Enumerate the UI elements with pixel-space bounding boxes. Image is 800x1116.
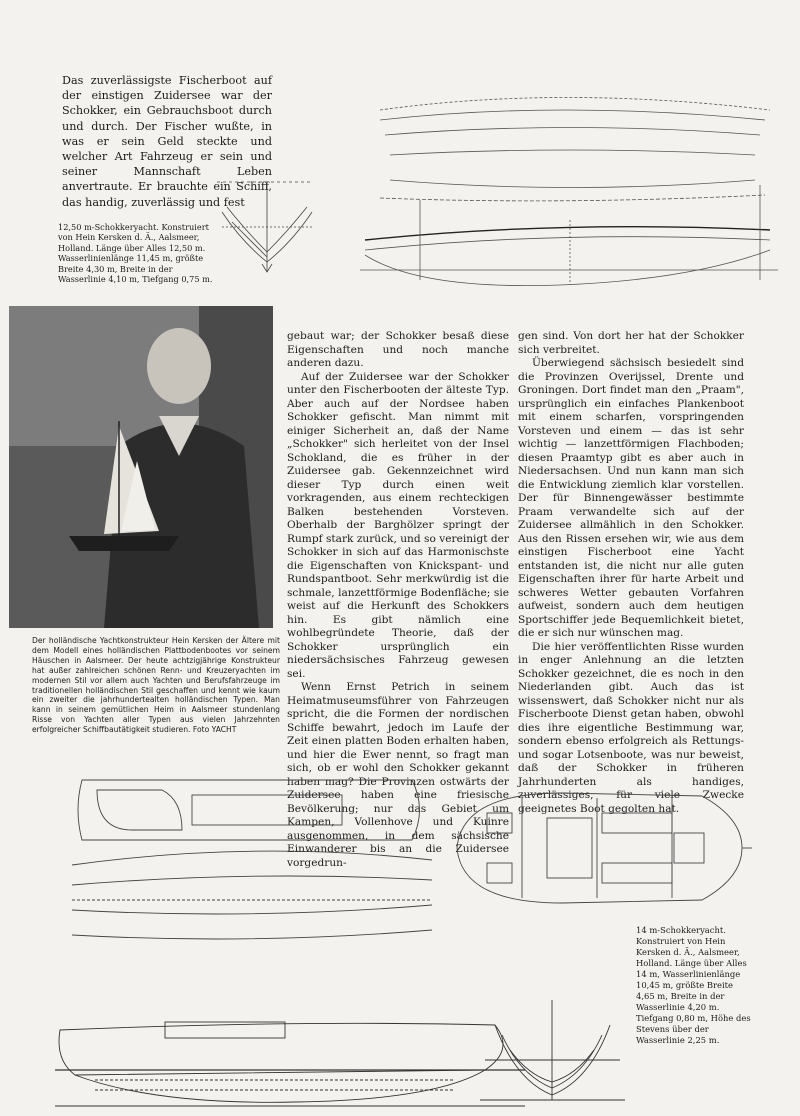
body-plan-drawing-bottom [480, 1000, 625, 1108]
profile-drawing-bottom [72, 770, 432, 945]
paragraph: Die hier veröffentlichten Risse wurden in enger Anlehnung an die letzten Schokker gezeichnet, die es noch in den Niederlanden gibt. Auch das ist wissenswert, daß Schokker nicht nur als Fischerboote Dienst getan haben, obwohl dies ihre eigentliche Bestimmung war, sondern ebenso erfolgreich als Rettungs- und sogar Lotsenboote, was nur beweist, daß der Schokker in früheren Jahrhunderten als handiges, zuverlässiges, für viele Zwecke geeignetes Boot gegolten hat. [518, 640, 744, 815]
paragraph: gebaut war; der Schokker besaß diese Eigenschaften und noch manche anderen dazu. [287, 330, 509, 369]
photo-illustration [9, 306, 273, 628]
paragraph: Überwiegend sächsisch besiedelt sind die Provinzen Overijssel, Drente und Groningen. Dort findet man den „Praam", ursprünglich ein einfaches Plankenboot mit einem scharfen, vorspringenden Vorsteven und einem — das ist sehr wichtig — lanzettförmigen Flachboden; diesen Praamtyp gibt es aber auch in Niedersachsen. Und nun kann man sich die Entwicklung ziemlich klar vorstellen. Der für Binnengewässer bestimmte Praam verwandelte sich auf der Zuidersee allmählich in den Schokker. Aus den Rissen ersehen wir, wie aus dem einstigen Fischerboot eine Yacht entstanden ist, die nicht nur alle guten Eigenschaften ihrer für harte Arbeit und schweres Wetter gebauten Vorfahren aufweist, sondern auch dem heutigen Sportschiffer jede Bequemlichkeit bietet, die er sich nur wünschen mag. [518, 357, 744, 639]
paragraph: gen sind. Von dort her hat der Schokker sich verbreitet. [518, 330, 744, 356]
accommodation-plan [452, 788, 752, 908]
paragraph: Auf der Zuidersee war der Schokker unter den Fischerbooten der älteste Typ. Aber auch auf der Nordsee haben Schokker gefischt. Man nimmt mit einiger Sicherheit an, daß der Name „Schokker" sich herleitet von der Insel Schokland, die es früher in der Zuidersee gab. Gekennzeichnet wird dieser Typ durch einen weit vorkragenden, aus einem rechteckigen Balken bestehenden Vorsteven. Oberhalb der Barghölzer springt der Rumpf stark zurück, und so vereinigt der Schokker in sich auf das Harmonischste die Eigenschaften von Knickspant- und Rundspantboot. Sehr merkwürdig ist die schmale, lanzettförmige Bodenfläche; sie weist auf die Herkunft des Schokkers hin. Es gibt nämlich eine wohlbegründete Theorie, daß der Schokker ursprünglich ein niedersächsisches Fahrzeug gewesen sei. [287, 370, 509, 680]
lines-plan-drawing-top [360, 80, 778, 295]
text-column-3 [518, 330, 744, 816]
intro-paragraph: Das zuverlässigste Fischerboot auf der einstigen Zuidersee war der Schokker, ein Gebrauchsboot durch und durch. Der Fischer wußte, in was er sein Geld steckte und welcher Art Fahrzeug er sein und seiner Mannschaft Leben anvertraute. Er brauchte ein Schiff, das handig, zuverlässig und fest [62, 74, 272, 209]
body-plan-drawing-top [212, 172, 322, 277]
caption-top-yacht: 12,50 m-Schokkeryacht. Konstruiert von Hein Kersken d. Ä., Aalsmeer, Holland. Länge über Alles 12,50 m. Wasserlinienlänge 11,45 m, größte Breite 4,30 m, Breite in der Wasserlinie 4,10 m, Tiefgang 0,75 m. [58, 222, 213, 285]
sheer-profile-drawing [55, 1010, 525, 1112]
caption-bottom-yacht: 14 m-Schokkeryacht. Konstruiert von Hein Kersken d. Ä., Aalsmeer, Holland. Länge über Alles 14 m, Wasserlinienlänge 10,45 m, größte Breite 4,65 m, Breite in der Wasserlinie 4,20 m. Tiefgang 0,80 m, Höhe des Stevens über der Wasserlinie 2,25 m. [636, 925, 751, 1045]
photo-designer-with-model [9, 306, 273, 628]
paragraph: Wenn Ernst Petrich in seinem Heimatmuseumsführer von Fahrzeugen spricht, die die Formen der nordischen Schiffe bewahrt, jedoch im Laufe der Zeit einen platten Boden erhalten haben, und hier die Ewer nennt, so fragt man sich, ob er wohl den Schokker gekannt haben mag? Die Provinzen ostwärts der Zuidersee haben eine friesische Bevölkerung; nur das Gebiet um Kampen, Vollenhove und Kuinre ausgenommen, in dem sächsische Einwanderer bis an die Zuidersee vorgedrun- [287, 681, 509, 869]
caption-photo: Der holländische Yachtkonstrukteur Hein Kersken der Ältere mit dem Modell eines holländischen Plattbodenbootes vor seinem Häuschen in Aalsmeer. Der heute achtzigjährige Konstrukteur hat außer zahlreichen schönen Renn- und Kreuzeryachten im modernen Stil vor allem auch Yachten und Berufsfahrzeuge im traditionellen holländischen Stil geschaffen und kennt wie kaum ein zweiter die jahrhundertealten holländischen Typen. Man kann in seinem gemütlichen Heim in Aalsmeer stundenlang Risse von Yachten aller Typen aus vielen Jahrzehnten erfolgreicher Schiffbautätigkeit studieren. Foto YACHT [32, 636, 280, 735]
